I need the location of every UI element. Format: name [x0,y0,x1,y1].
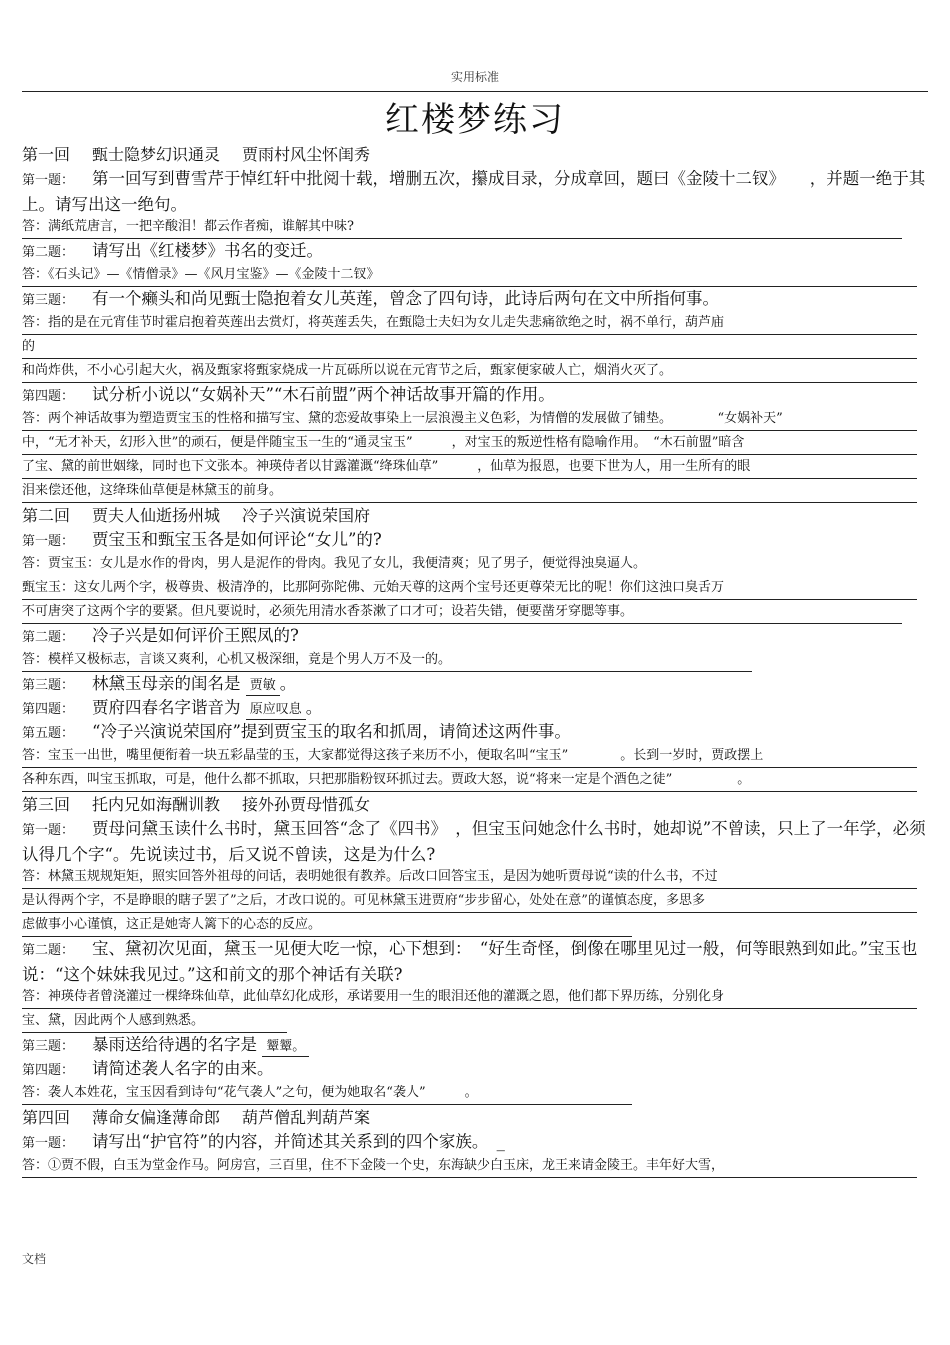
question [22,287,926,311]
answer-line: 虑做事小心谨慎，这正是她寄人篱下的心态的反应。 [22,913,632,937]
chapter-number: 第四回 [22,1108,71,1127]
fill-in-answer: 贾敏 [246,677,280,696]
question-label: 第一题： [22,173,75,188]
question-text: 请写出《红楼梦》书名的变迁。 [92,241,324,260]
question [22,672,926,696]
answer-line: 答：袭人本姓花，宝玉因看到诗句“花气袭人”之句，便为她取名“袭人” 。 [22,1081,632,1105]
chapter-title-b: 冷子兴演说荣国府 [242,506,371,525]
question [22,239,926,263]
answer-line: 泪来偿还他，这绛珠仙草便是林黛玉的前身。 [22,479,917,503]
question [22,383,926,407]
question-text: 贾宝玉和甄宝玉各是如何评论“女儿”的? [92,530,382,549]
answer-line: 答：神瑛侍者曾浇灌过一棵绛珠仙草，此仙草幻化成形，承诺要用一生的眼泪还他的灌溉之恩，他们都下界历练，分别化身 [22,985,917,1009]
answer-line: 答：宝玉一出世，嘴里便衔着一块五彩晶莹的玉，大家都觉得这孩子来历不小，便取名叫“宝玉” 。长到一岁时，贾政摆上 [22,744,917,768]
question [22,720,926,744]
fill-in-answer: 颦颦。 [262,1038,309,1057]
punctuation: 。 [305,698,323,717]
question-text: 试分析小说以“女娲补天”“木石前盟”两个神话故事开篇的作用。 [92,385,555,404]
question-text: 有一个癞头和尚见甄士隐抱着女儿英莲，曾念了四句诗，此诗后两句在文中所指何事。 [92,289,720,308]
chapter-title-a: 托内兄如海酬训教 [92,795,221,814]
question-label: 第三题： [22,1039,75,1054]
question [22,167,926,215]
question [22,1057,926,1081]
header-rule [22,91,928,92]
answer-line: 和尚炸供，不小心引起大火，祸及甄家将甄家烧成一片瓦砾所以说在元宵节之后，甄家便家破人亡，烟消火灭了。 [22,359,917,383]
answer-line: 宝、黛，因此两个人感到熟悉。 [22,1009,287,1033]
document-body [22,142,926,1178]
answer-line: 各种东西，叫宝玉抓取，可是，他什么都不抓取，只把那脂粉钗环抓过去。贾政大怒，说“将来一定是个酒色之徒” 。 [22,768,917,792]
question [22,528,926,552]
answer-line: 了宝、黛的前世姻缘，同时也下文张本。神瑛侍者以甘露灌溉“绛珠仙草” ，仙草为报恩，也要下世为人，用一生所有的眼 [22,455,917,479]
question-label: 第一题： [22,823,75,838]
answer-line: 是认得两个字，不是睁眼的瞎子罢了”之后，才改口说的。可见林黛玉进贾府“步步留心，处处在意”的谨慎态度，多思多 [22,889,917,913]
question-text: 请写出“护官符”的内容，并简述其关系到的四个家族。 [92,1132,481,1151]
page-header: 实用标准 [450,70,499,84]
question-text: “冷子兴演说荣国府”提到贾宝玉的取名和抓周，请简述这两件事。 [92,722,571,741]
chapter-title-b: 葫芦僧乱判葫芦案 [242,1108,371,1127]
chapter-title-b: 接外孙贾母惜孤女 [242,795,371,814]
chapter-title-b: 贾雨村风尘怀闺秀 [242,145,371,164]
page-title: 红楼梦练习 [385,100,565,140]
answer-line: 答：模样又极标志，言谈又爽利，心机又极深细，竟是个男人万不及一的。 [22,648,752,672]
chapter-title-a: 贾夫人仙逝扬州城 [92,506,221,525]
answer-line: 的 [22,335,917,359]
question-label: 第三题： [22,678,75,693]
question [22,624,926,648]
answer-line: 甄宝玉：这女儿两个字，极尊贵、极清净的，比那阿弥陀佛、元始天尊的这两个宝号还更尊荣无比的呢！你们这浊口臭舌万 [22,576,917,600]
answer-line: 答：①贾不假，白玉为堂金作马。阿房宫，三百里，住不下金陵一个史，东海缺少白玉床，龙王来请金陵王。丰年好大雪， [22,1154,917,1178]
question-label: 第二题： [22,245,75,260]
question [22,1130,926,1154]
answer-line: 答：两个神话故事为塑造贾宝玉的性格和描写宝、黛的恋爱故事染上一层浪漫主义色彩，为情僧的发展做了铺垫。 “女娲补天” [22,407,917,431]
answer-line: 答：林黛玉规规矩矩，照实回答外祖母的问话，表明她很有教养。后改口回答宝玉，是因为她听贾母说“读的什么书，不过 [22,865,917,889]
question-label: 第一题： [22,534,75,549]
chapter-heading [22,503,926,528]
question-text: 请简述袭人名字的由来。 [92,1059,274,1078]
chapter-number: 第一回 [22,145,71,164]
question-label: 第四题： [22,1063,75,1078]
answer-line: 答：指的是在元宵佳节时霍启抱着英莲出去赏灯，将英莲丢失，在甄隐士夫妇为女儿走失悲痛欲绝之时，祸不单行，葫芦庙 [22,311,917,335]
chapter-title-a: 薄命女偏逢薄命郎 [92,1108,221,1127]
question-text: 贾府四春名字谐音为 [92,698,241,717]
chapter-heading [22,1105,926,1130]
chapter-heading [22,142,926,167]
chapter-number: 第三回 [22,795,71,814]
question [22,696,926,720]
question-label: 第二题： [22,943,75,958]
question-text: 冷子兴是如何评价王熙凤的? [92,626,299,645]
punctuation: 。 [279,674,297,693]
question-text: 暴雨送给待遇的名字是 [92,1035,258,1054]
question-label: 第二题： [22,630,75,645]
question-text: 第一回写到曹雪芹于悼红轩中批阅十载，增删五次，攥成目录，分成章回，题曰《金陵十二钗》 ，并题一绝于其上。请写出这一绝句。 [22,169,926,214]
answer-line: 答：贾宝玉：女儿是水作的骨肉，男人是泥作的骨肉。我见了女儿，我便清爽；见了男子，便觉得浊臭逼人。 [22,556,647,571]
answer-line: 答：《石头记》—《情僧录》—《风月宝鉴》—《金陵十二钗》 [22,263,917,287]
question [22,1033,926,1057]
question-label: 第三题： [22,293,75,308]
question-label: 第一题： [22,1136,75,1151]
chapter-heading [22,792,926,817]
answer-line: 不可唐突了这两个字的要紧。但凡要说时，必须先用清水香茶漱了口才可；设若失错，便要凿牙穿腮等事。 [22,600,902,624]
question [22,937,926,985]
question-label: 第四题： [22,389,75,404]
page-footer: 文档 [22,1252,47,1266]
question-text: 贾母问黛玉读什么书时，黛玉回答“念了《四书》 ，但宝玉问她念什么书时，她却说”不曾读，只上了一年学，必须认得几个字“。先说读过书，后又说不曾读，这是为什么? [22,819,926,864]
question-label: 第四题： [22,702,75,717]
question [22,817,926,865]
question-text: 林黛玉母亲的闺名是 [92,674,241,693]
answer-line: 中，“无才补天，幻形入世”的顽石，便是伴随宝玉一生的“通灵宝玉” ，对宝玉的叛逆性格有隐喻作用。 “木石前盟”暗含 [22,431,917,455]
question-label: 第五题： [22,726,75,741]
blank-marker: _ [496,1132,505,1151]
chapter-number: 第二回 [22,506,71,525]
chapter-title-a: 甄士隐梦幻识通灵 [92,145,221,164]
question-text: 宝、黛初次见面，黛玉一见便大吃一惊，心下想到： “好生奇怪，倒像在哪里见过一般，何等眼熟到如此。”宝玉也说：“这个妹妹我见过。”这和前文的那个神话有关联? [22,939,918,984]
fill-in-answer: 原应叹息 [246,701,306,720]
answer-line: 答：满纸荒唐言，一把辛酸泪！都云作者痴，谁解其中味? [22,215,902,239]
